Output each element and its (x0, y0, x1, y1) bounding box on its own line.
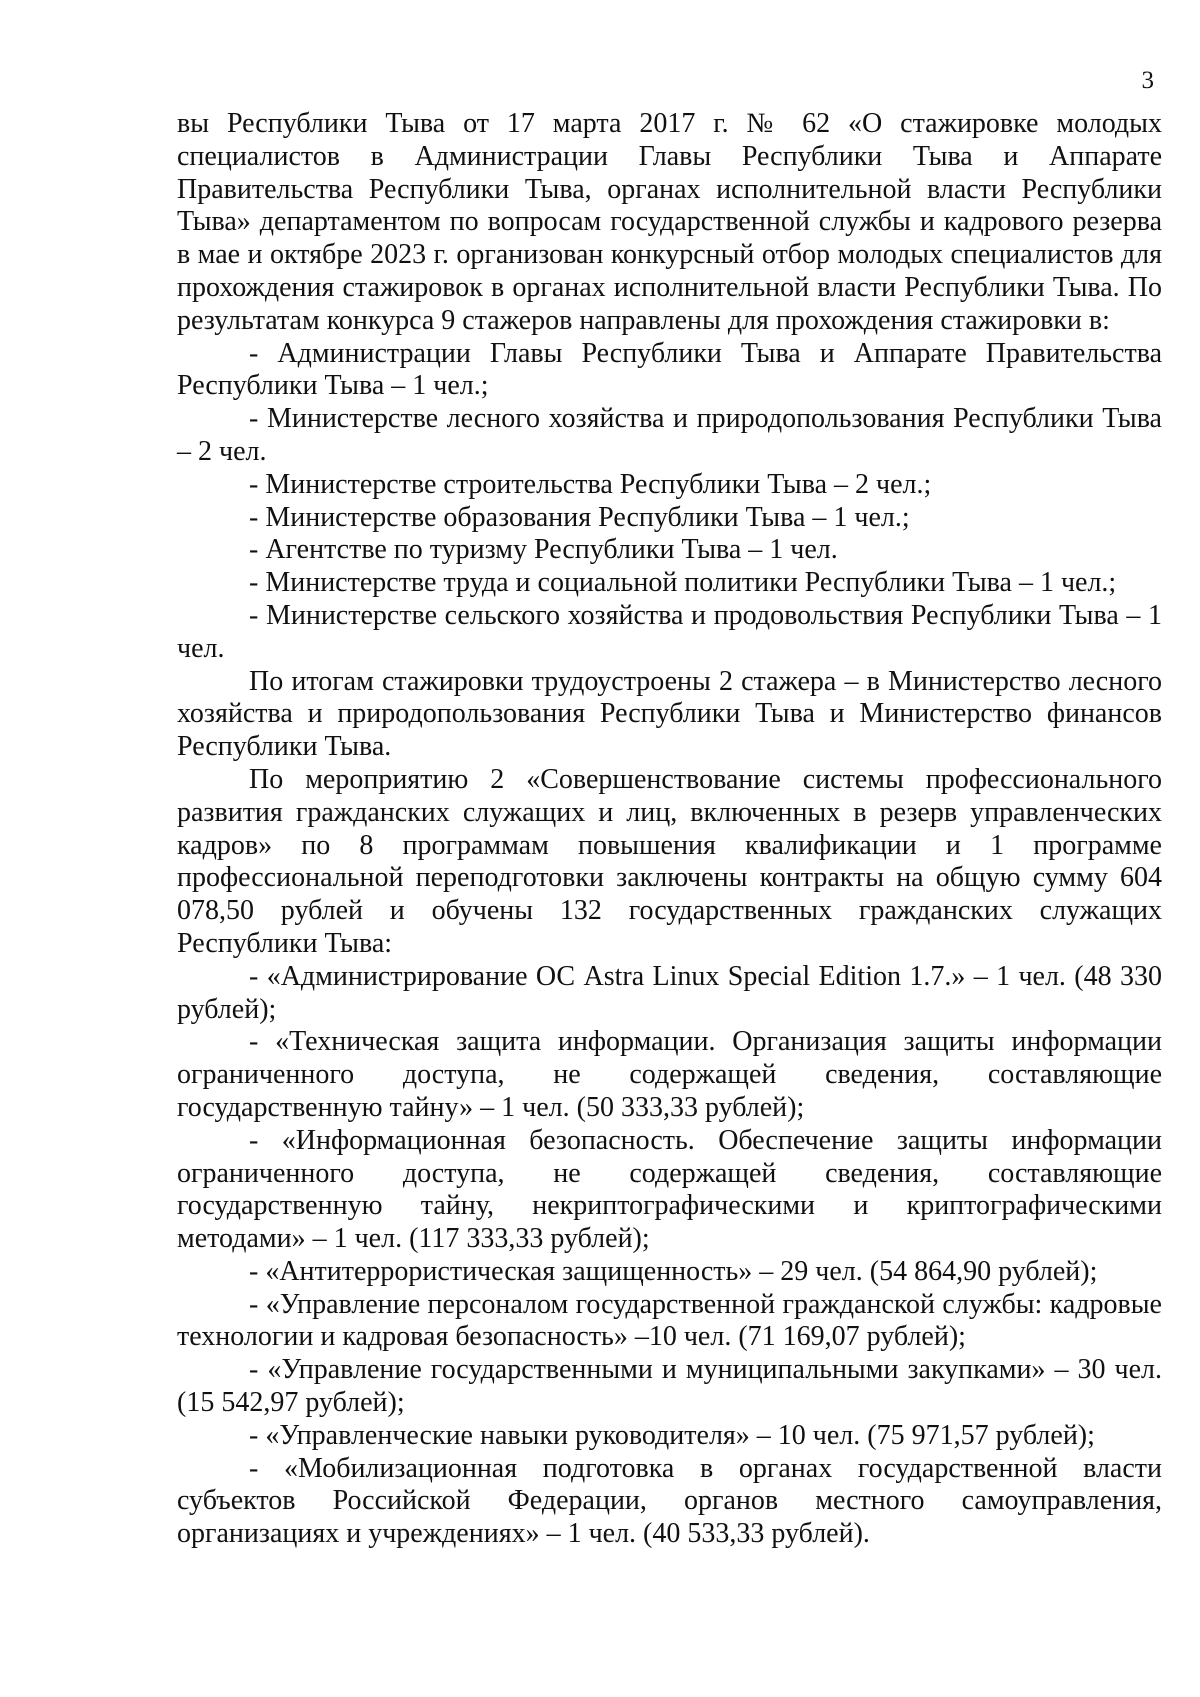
list-item-program-mobilization: - «Мобилизационная подготовка в органах государственной власти субъектов Российской Федерации, органов местного самоуправления, организациях и учреждениях» – 1 чел. (40 533,33 рублей). (177, 1452, 1162, 1550)
document-body (177, 108, 1162, 1551)
list-item-program-astra-linux: - «Администрирование ОС Astra Linux Special Edition 1.7.» – 1 чел. (48 330 рублей); (177, 960, 1162, 1025)
list-item-program-information-security: - «Информационная безопасность. Обеспечение защиты информации ограниченного доступа, не содержащей сведения, составляющие государственную тайну, некриптографическими и криптографическими методами» – 1 чел. (117 333,33 рублей); (177, 1124, 1162, 1255)
paragraph-internship-results: По итогам стажировки трудоустроены 2 стажера – в Министерство лесного хозяйства и природопользования Республики Тыва и Министерство финансов Республики Тыва. (177, 665, 1162, 763)
page-number: 3 (1141, 67, 1154, 94)
list-item-administration: - Администрации Главы Республики Тыва и Аппарате Правительства Республики Тыва – 1 чел.; (177, 337, 1162, 402)
list-item-program-antiterror: - «Антитеррористическая защищенность» – 29 чел. (54 864,90 рублей); (249, 1255, 1098, 1287)
list-item-program-leadership: - «Управленческие навыки руководителя» – 10 чел. (75 971,57 рублей); (249, 1419, 1095, 1451)
list-item-program-procurement: - «Управление государственными и муниципальными закупками» – 30 чел. (15 542,97 рублей); (177, 1354, 1162, 1419)
list-item-agriculture: - Министерстве сельского хозяйства и продовольствия Республики Тыва – 1 чел. (177, 599, 1162, 664)
list-item-labor: - Министерстве труда и социальной политики Республики Тыва – 1 чел.; (249, 567, 1117, 599)
list-item-education: - Министерстве образования Республики Тыва – 1 чел.; (249, 501, 910, 533)
list-item-forestry: - Министерстве лесного хозяйства и природопользования Республики Тыва – 2 чел. (177, 403, 1162, 467)
list-item-construction: - Министерстве строительства Республики Тыва – 2 чел.; (249, 468, 932, 500)
paragraph-continuation: вы Республики Тыва от 17 марта 2017 г. № 62 «О стажировке молодых специалистов в Администрации Главы Республики Тыва и Аппарате Правительства Республики Тыва, органах исполнительной власти Республики Тыва» департаментом по вопросам государственной службы и кадрового резерва в мае и октябре 2023 г. организован конкурсный отбор молодых специалистов для прохождения стажировок в органах исполнительной власти Республики Тыва. По результатам конкурса 9 стажеров направлены для прохождения стажировки в: (177, 108, 1162, 336)
list-item-tourism: - Агентстве по туризму Республики Тыва – 1 чел. (249, 534, 838, 566)
paragraph-measure-2: По мероприятию 2 «Совершенствование системы профессионального развития гражданских служащих и лиц, включенных в резерв управленческих кадров» по 8 программам повышения квалификации и 1 программе профессиональной переподготовки заключены контракты на общую сумму 604 078,50 рублей и обучены 132 государственных гражданских служащих Республики Тыва: (177, 763, 1162, 959)
list-item-program-technical-protection: - «Техническая защита информации. Организация защиты информации ограниченного доступа, не содержащей сведения, составляющие государственную тайну» – 1 чел. (50 333,33 рублей); (177, 1026, 1162, 1123)
list-item-program-personnel-management: - «Управление персоналом государственной гражданской службы: кадровые технологии и кадровая безопасность» –10 чел. (71 169,07 рублей); (177, 1288, 1162, 1353)
